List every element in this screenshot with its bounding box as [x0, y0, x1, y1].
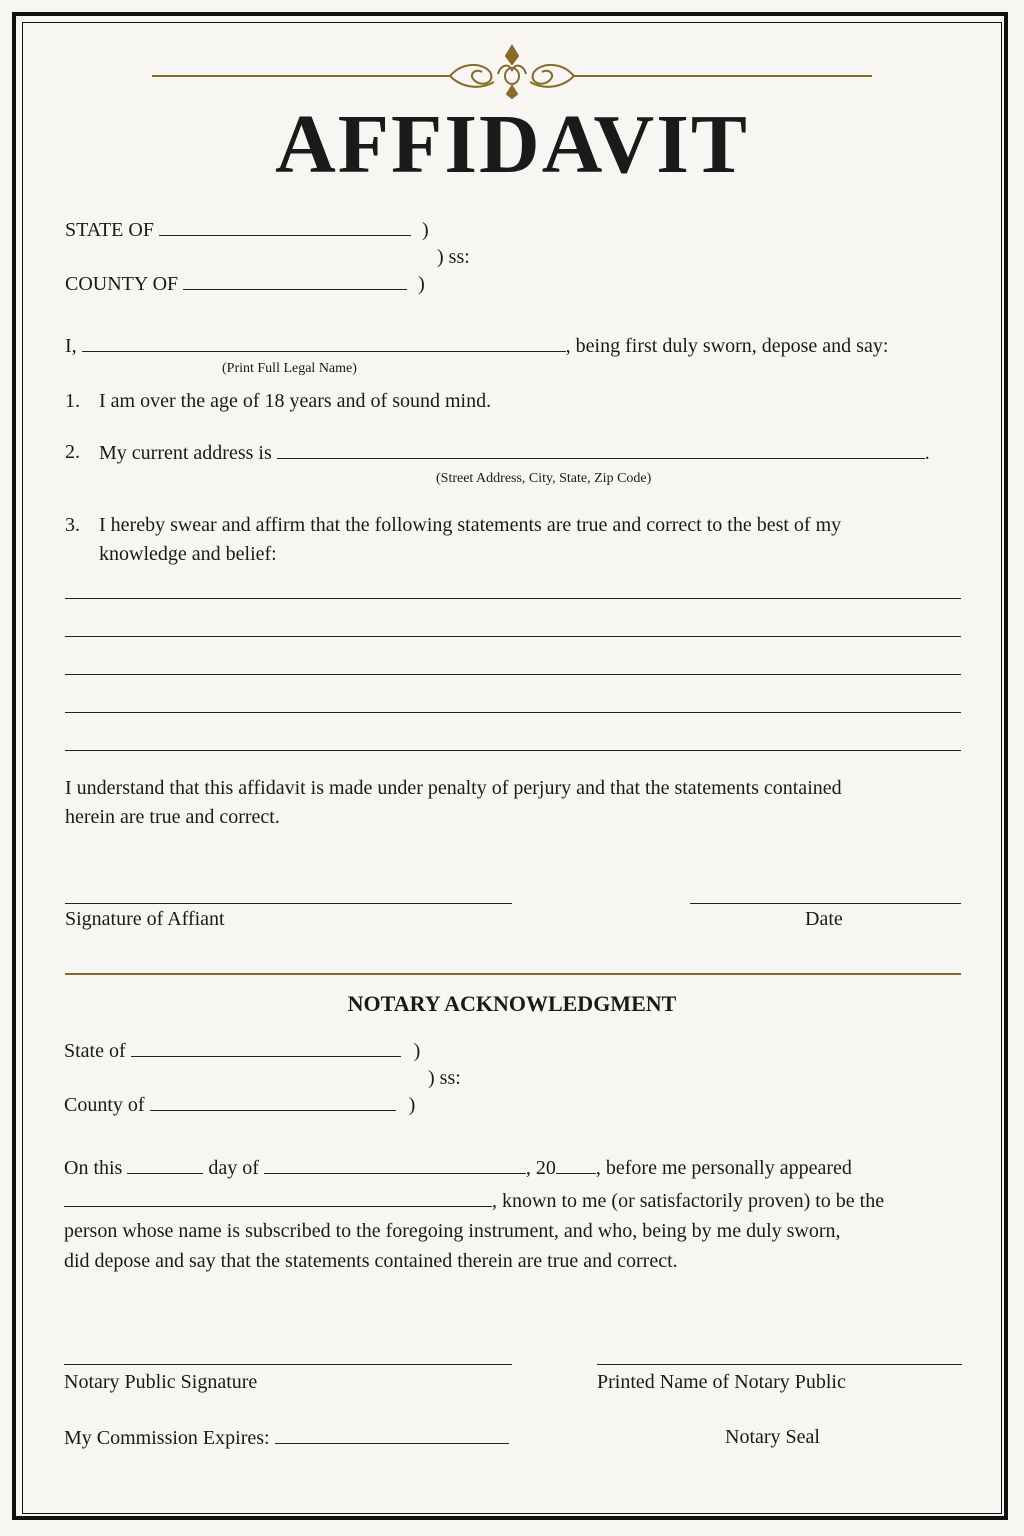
perjury-line-2: herein are true and correct. [65, 806, 280, 828]
statement-line[interactable] [65, 750, 961, 751]
statement-line[interactable] [65, 598, 961, 599]
notary-state-field[interactable] [131, 1039, 401, 1057]
oath-prefix: I, [65, 335, 77, 357]
month-field[interactable] [264, 1156, 526, 1174]
notary-signature-line[interactable] [64, 1364, 512, 1365]
state-label: STATE OF [65, 219, 154, 241]
name-caption: (Print Full Legal Name) [222, 361, 357, 376]
notary-county-label: County of [64, 1094, 145, 1116]
notary-heading: NOTARY ACKNOWLEDGMENT [347, 991, 677, 1016]
notary-printed-name-label: Printed Name of Notary Public [597, 1371, 846, 1393]
oath-suffix: , being first duly sworn, depose and say: [565, 335, 889, 357]
known-text: , known to me (or satisfactorily proven) to be the [492, 1190, 885, 1212]
statement-line[interactable] [65, 674, 961, 675]
notary-printed-name-line[interactable] [597, 1364, 962, 1365]
commission-field[interactable] [275, 1426, 509, 1444]
county-label: COUNTY OF [65, 273, 179, 295]
notary-county-field[interactable] [150, 1093, 396, 1111]
item-2-number: 2. [65, 441, 80, 463]
notary-line-2 [64, 1189, 884, 1213]
perjury-line-1: I understand that this affidavit is made under penalty of perjury and that the statements contained [65, 777, 842, 799]
notary-state-label: State of [64, 1040, 126, 1062]
item-3-number: 3. [65, 514, 80, 536]
county-field[interactable] [183, 272, 407, 290]
section-divider [65, 973, 961, 975]
venue-paren: ) [421, 219, 429, 241]
commission-label: My Commission Expires: [64, 1427, 270, 1449]
year-field[interactable] [556, 1156, 596, 1174]
item-3-line-1: I hereby swear and affirm that the following statements are true and correct to the best of my [99, 514, 842, 536]
item-2-text: My current address is [99, 442, 272, 464]
statement-line[interactable] [65, 636, 961, 637]
state-field[interactable] [159, 218, 411, 236]
oath-line [65, 334, 888, 358]
address-caption: (Street Address, City, State, Zip Code) [436, 471, 652, 486]
item-1-text: I am over the age of 18 years and of sound mind. [99, 390, 492, 412]
item-2-end: . [924, 442, 930, 464]
appeared-name-field[interactable] [64, 1189, 492, 1207]
flourish-ornament [150, 40, 874, 100]
affiant-date-line[interactable] [690, 903, 961, 904]
notary-seal-label: Notary Seal [725, 1426, 820, 1448]
notary-state-line [64, 1039, 420, 1063]
notary-line-1 [64, 1156, 852, 1180]
day-field[interactable] [127, 1156, 203, 1174]
notary-paren: ) [413, 1040, 421, 1062]
statement-line[interactable] [65, 712, 961, 713]
notary-signature-label: Notary Public Signature [64, 1371, 258, 1393]
full-name-field[interactable] [82, 334, 566, 352]
county-line [65, 272, 425, 296]
notary-county-line [64, 1093, 415, 1117]
notary-ss-marker: ) ss: [428, 1067, 461, 1089]
day-of-text: day of [208, 1157, 259, 1179]
year-prefix-text: , 20 [525, 1157, 556, 1179]
appeared-text: , before me personally appeared [595, 1157, 852, 1179]
notary-paren: ) [408, 1094, 416, 1116]
ss-marker: ) ss: [437, 246, 470, 268]
affiant-signature-line[interactable] [65, 903, 512, 904]
item-2-line [99, 441, 930, 465]
notary-line-3: person whose name is subscribed to the foregoing instrument, and who, being by me duly sworn, [64, 1220, 841, 1242]
notary-line-4: did depose and say that the statements contained therein are true and correct. [64, 1250, 678, 1272]
item-3-line-2: knowledge and belief: [99, 543, 277, 565]
signature-of-affiant-label: Signature of Affiant [65, 908, 225, 930]
commission-line [64, 1426, 509, 1450]
address-field[interactable] [277, 441, 925, 459]
inner-border [22, 22, 1002, 1514]
date-label: Date [805, 908, 843, 930]
document-title: AFFIDAVIT [275, 98, 749, 191]
state-line [65, 218, 429, 242]
venue-paren: ) [418, 273, 425, 295]
item-1-number: 1. [65, 390, 80, 412]
on-this-text: On this [64, 1157, 123, 1179]
